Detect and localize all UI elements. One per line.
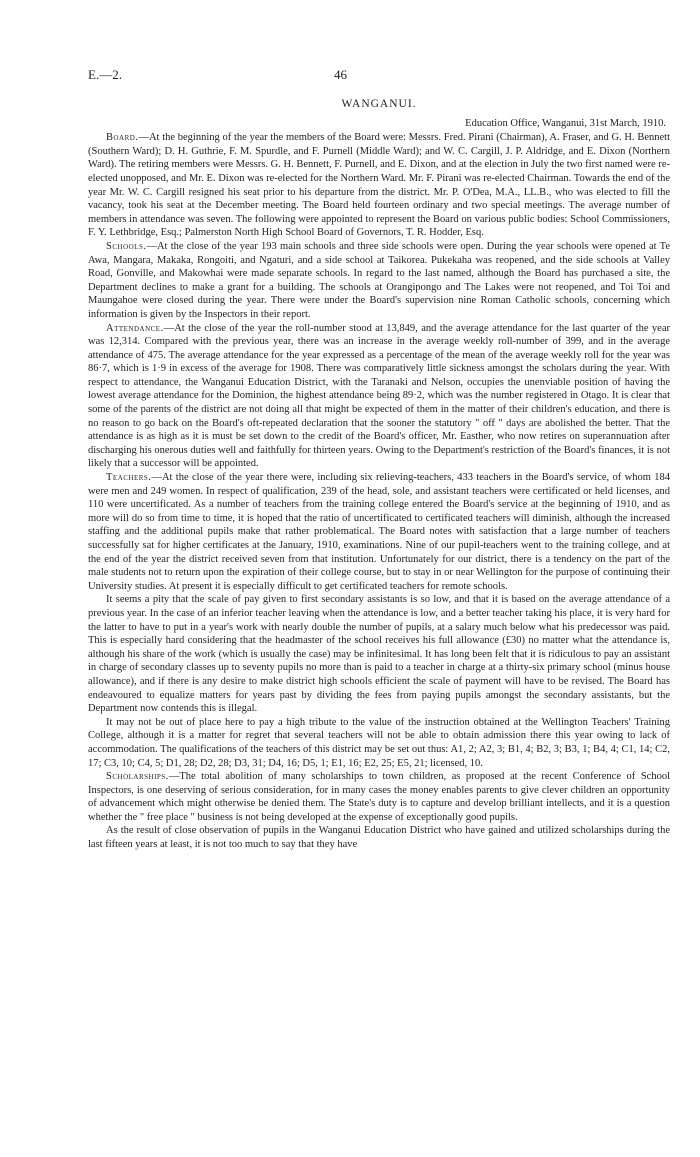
page-number: 46	[334, 67, 347, 82]
paragraph-training-college	[88, 716, 670, 770]
paragraph-text: It seems a pity that the scale of pay given to first secondary assistants is so low, and that it is based on the average attendance of a previous year. In the case of an inferior teacher leaving when the attendance is low, and a better teacher taking his place, it is very hard for the latter to have to put in a year's work with nearly double the number of pupils, at a salary much below what his predecessor was paid. This is especially hard considering that the headmaster of the school receives his full allowance (£30) no matter what the attendance is, although his share of the work (which is usually the case) may be infinitesimal. It has long been felt that it is ridiculous to pay an assistant in charge of secondary classes up to seventy pupils no more than is paid to a teacher in charge at a thirty-six primary school (minus house allowance), and if there is any desire to make district high schools efficient the scale of payment will have to be revised. The Board has endeavoured to equalize matters for years past by dividing the fees from paying pupils amongst the secondary assistants, but the Department now contends this is illegal.	[88, 594, 670, 715]
paragraph-text: As the result of close observation of pupils in the Wanganui Education District who have gained and utilized scholarships during the last fifteen years at least, it is not too much to say that they have	[88, 825, 670, 851]
paragraph-text: —At the close of the year there were, including six relieving-teachers, 433 teachers in the Board's service, of whom 184 were men and 249 women. In respect of qualification, 239 of the head, sole, and assistant teachers were certificated or held licenses, and 110 were uncertificated. As a number of teachers from the training college entered the Board's service at the beginning of 1910, and as more will do so from time to time, it is hoped that the ratio of uncertificated to certificated teachers will diminish, although the increased staffing and the additional pupils make that rather problematical. The Board notes with satisfaction that a large number of teachers successfully sat for higher certificates at the January, 1910, examinations. Nine of our pupil-teachers went to the training college, and at the end of the year the district received seven from that institution. Unfortunately for our district, there is a tendency on the part of the male students not to return upon the expiration of their college course, but to stay in or near Wellington for the purpose of continuing their University studies. At present it is especially difficult to get certificated teachers for remote schools.	[88, 472, 670, 592]
paragraph-scholarships	[88, 770, 670, 824]
paragraph-secondary-assistants	[88, 593, 670, 715]
paragraph-lead: Scholarships.	[106, 771, 169, 783]
paragraph-scholarship-results	[88, 824, 670, 851]
running-header	[88, 68, 670, 86]
paragraph-text: —At the beginning of the year the members of the Board were: Messrs. Fred. Pirani (Chairman), A. Fraser, and G. H. Bennett (Southern Ward); D. H. Guthrie, F. M. Spurdle, and F. Purnell (Middle Ward); and W. C. Cargill, J. P. Aldridge, and E. Dixon (Northern Ward). The retiring members were Messrs. G. H. Bennett, F. Purnell, and E. Dixon, and at the election in July the two first named were re-elected unopposed, and Mr. E. Dixon was re-elected for the Northern Ward. Mr. F. Pirani was re-elected Chairman. Towards the end of the year Mr. W. C. Cargill resigned his seat prior to his departure from the district. Mr. P. O'Dea, M.A., LL.B., who was elected to fill the vacancy, took his seat at the December meeting. The Board held fourteen ordinary and two special meetings. The average number of members in attendance was seven. The following were appointed to represent the Board on various public bodies: School Commissioners, F. Y. Lethbridge, Esq.; Palmerston North High School Board of Governors, T. R. Hodder, Esq.	[88, 132, 670, 239]
section-title: WANGANUI.	[341, 98, 417, 110]
paragraph-text: It may not be out of place here to pay a high tribute to the value of the instruction obtained at the Wellington Teachers' Training College, although it is a matter for regret that several teachers will not be able to obtain admission there this year owing to lack of accommodation. The qualifications of the teachers of this district may be set out thus: A1, 2; A2, 3; B1, 4; B2, 3; B3, 1; B4, 4; C1, 14; C2, 17; C3, 10; C4, 5; D1, 28; D2, 28; D3, 31; D4, 16; D5, 1; E1, 16; E2, 25; E5, 21; licensed, 10.	[88, 716, 670, 769]
paragraph-lead: Teachers.	[106, 472, 152, 484]
paragraph-board	[88, 131, 670, 240]
paragraph-lead: Board.	[106, 132, 139, 144]
paragraph-teachers	[88, 471, 670, 593]
paragraph-schools	[88, 240, 670, 322]
paragraph-lead: Attendance.	[106, 322, 164, 334]
paragraph-attendance	[88, 322, 670, 472]
paragraph-text: —At the close of the year 193 main schools and three side schools were open. During the year schools were opened at Te Awa, Mangara, Makaka, Rongoiti, and Ngaturi, and a side school at Taikorea. Pukekaha was reopened, and the side schools at Valley Road, Gonville, and Makowhai were made separate schools. In regard to the last named, although the Board has purchased a site, the Department declines to make a grant for a building. The schools at Orangipongo and The Lakes were not reopened, and Toi Toi and Maungahoe were closed during the year. There were under the Board's supervision nine Roman Catholic schools, concerning which information is given by the Inspectors in their report.	[88, 240, 670, 320]
paragraph-text: —At the close of the year the roll-number stood at 13,849, and the average attendance for the last quarter of the year was 12,314. Compared with the previous year, there was an increase in the average weekly roll-number of 399, and in the average attendance of 475. The average attendance for the year expressed as a percentage of the mean of the average weekly roll for the year was 86·7, which is 1·9 in excess of the average for 1908. There was comparatively little sickness amongst the scholars during the year. With respect to attendance, the Wanganui Education District, with the Taranaki and Nelson, occupies the unenviable position of having the lowest average attendance for the Dominion, the highest attendance being 89·2, which was the number registered in Otago. It is clear that some of the parents of the district are not doing all that might be expected of them in the matter of their children's education, and there is no reason to go back on the Board's oft-repeated declaration that the sooner the statutory " off " days are abolished the better. That the attendance is as high as it is must be set down to the credit of the Board's officer, Mr. Easther, who now retires on superannuation after discharging his onerous duties well and faithfully for thirteen years. Owing to the Department's restriction of the Board's finances, it is not likely that a successor will be appointed.	[88, 322, 670, 470]
paragraph-text: —The total abolition of many scholarships to town children, as proposed at the recent Conference of School Inspectors, is one deserving of serious consideration, for in many cases the money enables parents to give clever children an opportunity of advancement which might otherwise be denied them. The State's duty is to capture and develop brilliant intellects, and it is a question whether the " free place " business is not being developed at the expense of exceptionally good pupils.	[88, 771, 670, 823]
paragraph-lead: Schools.	[106, 240, 147, 252]
dateline: Education Office, Wanganui, 31st March, 1910.	[465, 117, 666, 129]
document-reference: E.—2.	[88, 67, 122, 82]
